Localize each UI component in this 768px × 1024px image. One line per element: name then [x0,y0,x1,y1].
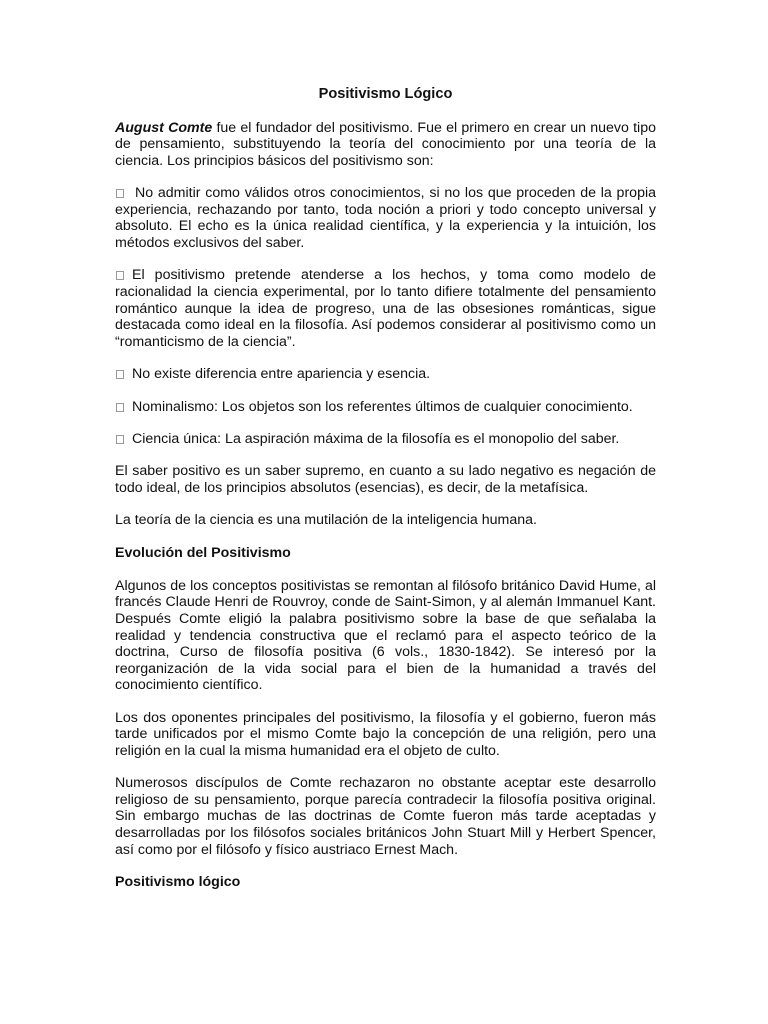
bullet-box-icon [116,370,124,379]
body-paragraph: El saber positivo es un saber supremo, en cuanto a su lado negativo es negación de todo ideal, de los principios absolutos (esencias), es decir, de la metafísica. [115,463,656,496]
body-paragraph: Algunos de los conceptos positivistas se remontan al filósofo británico David Hume, al francés Claude Henri de Rouvroy, conde de Saint-Simon, y al alemán Immanuel Kant. Después Comte eligió la palabra positivismo sobre la base de que señalaba la realidad y tendencia constructiva que el reclamó para el aspecto teórico de la doctrina, Curso de filosofía positiva (6 vols., 1830-1842). Se interesó por la reorganización de la vida social para el bien de la humanidad a través del conocimiento científico. [115,577,656,694]
bullet-item [115,431,656,448]
document-title: Positivismo Lógico [318,86,453,102]
bullet-text: No admitir como válidos otros conocimientos, si no los que proceden de la propia experiencia, rechazando por tanto, toda noción a priori y todo concepto universal y absoluto. El echo es la única realidad científica, y la experiencia y la intuición, los métodos exclusivos del saber. [115,185,656,251]
bullet-item [115,366,656,383]
body-paragraph: Los dos oponentes principales del positivismo, la filosofía y el gobierno, fueron más tarde unificados por el mismo Comte bajo la concepción de una religión, pero una religión en la cual la misma humanidad era el objeto de culto. [115,709,656,759]
body-paragraph: La teoría de la ciencia es una mutilación de la inteligencia humana. [115,512,537,529]
section-heading-positivismo-logico: Positivismo lógico [115,874,241,891]
bullet-box-icon [116,189,124,198]
intro-text: fue el fundador del positivismo. Fue el primero en crear un nuevo tipo de pensamiento, substituyendo la teoría del conocimiento por una teoría de la ciencia. Los principios básicos del positivismo son: [115,119,656,169]
bullet-text: El positivismo pretende atenderse a los hechos, y toma como modelo de racionalidad la ciencia experimental, por lo tanto difiere totalmente del pensamiento romántico aunque la idea de progreso, una de las obsesiones románticas, sigue destacada como ideal en la filosofía. Así podemos considerar al positivismo como un “romanticismo de la ciencia”. [115,267,656,350]
bullet-text: No existe diferencia entre apariencia y esencia. [132,366,431,383]
bullet-box-icon [116,403,124,412]
document-page [115,86,656,907]
bullet-box-icon [116,435,124,444]
bullet-item [115,399,656,416]
intro-paragraph [115,120,656,170]
bullet-item [115,267,656,350]
bullet-text: Ciencia única: La aspiración máxima de la filosofía es el monopolio del saber. [132,430,620,447]
bullet-box-icon [116,271,124,280]
bullet-text: Nominalismo: Los objetos son los referentes últimos de cualquier conocimiento. [132,398,633,415]
bullet-item [115,185,656,251]
author-name: August Comte [115,119,213,136]
section-heading-evolucion: Evolución del Positivismo [115,544,291,561]
body-paragraph: Numerosos discípulos de Comte rechazaron no obstante aceptar este desarrollo religioso de su pensamiento, porque parecía contradecir la filosofía positiva original. Sin embargo muchas de las doctrinas de Comte fueron más tarde aceptadas y desarrolladas por los filósofos sociales británicos John Stuart Mill y Herbert Spencer, así como por el filósofo y físico austriaco Ernest Mach. [115,775,656,858]
